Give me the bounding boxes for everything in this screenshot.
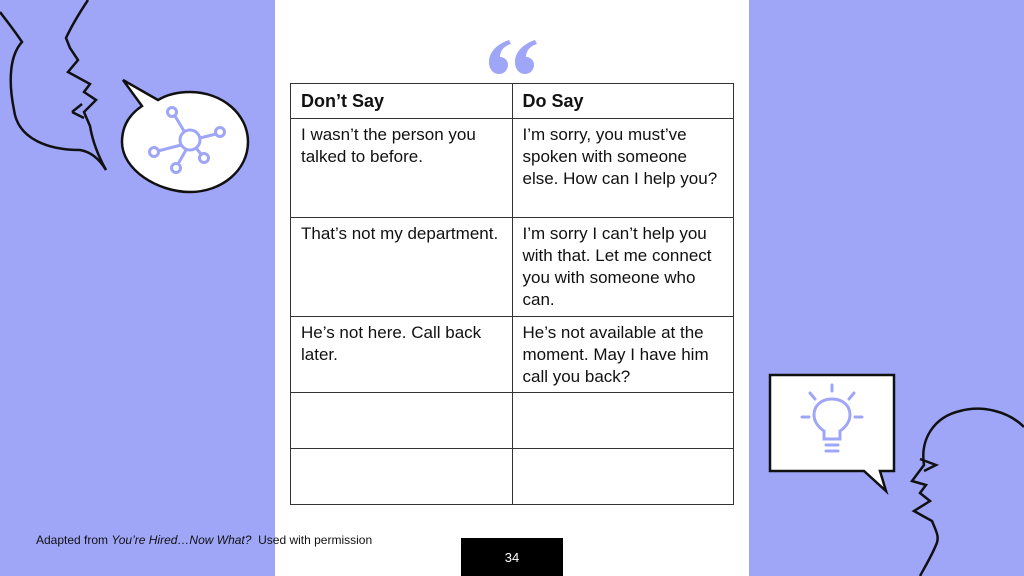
header-do-say: Do Say: [512, 84, 734, 119]
dont-say-cell: He’s not here. Call back later.: [291, 317, 513, 393]
header-dont-say: Don’t Say: [291, 84, 513, 119]
person-speaking-right-icon: [898, 405, 1024, 576]
page-number: [461, 538, 563, 576]
phrases-table: [290, 83, 734, 505]
quote-mark-icon: [489, 40, 537, 74]
attribution-prefix: Adapted from: [36, 533, 112, 547]
do-say-cell: I’m sorry I can’t help you with that. Let me connect you with someone who can.: [512, 218, 734, 317]
do-say-cell: He’s not available at the moment. May I have him call you back?: [512, 317, 734, 393]
dont-say-cell: I wasn’t the person you talked to before.: [291, 119, 513, 218]
speech-bubble-network-icon: [118, 78, 258, 198]
person-speaking-left-icon: [0, 0, 120, 175]
table-header-row: [291, 84, 734, 119]
attribution-suffix: Used with permission: [251, 533, 373, 547]
table-row-empty: [291, 449, 734, 505]
dont-say-cell: That’s not my department.: [291, 218, 513, 317]
do-say-cell: I’m sorry, you must’ve spoken with someone else. How can I help you?: [512, 119, 734, 218]
attribution-note: [36, 533, 372, 547]
do-say-cell: [512, 393, 734, 449]
table-row: [291, 317, 734, 393]
attribution-book-title: You’re Hired…Now What?: [111, 533, 252, 547]
dont-say-cell: [291, 449, 513, 505]
table-row-empty: [291, 393, 734, 449]
do-say-cell: [512, 449, 734, 505]
table-row: [291, 119, 734, 218]
page-number-label: 34: [504, 549, 520, 565]
dont-say-cell: [291, 393, 513, 449]
table-row: [291, 218, 734, 317]
speech-bubble-lightbulb-icon: [768, 373, 898, 497]
